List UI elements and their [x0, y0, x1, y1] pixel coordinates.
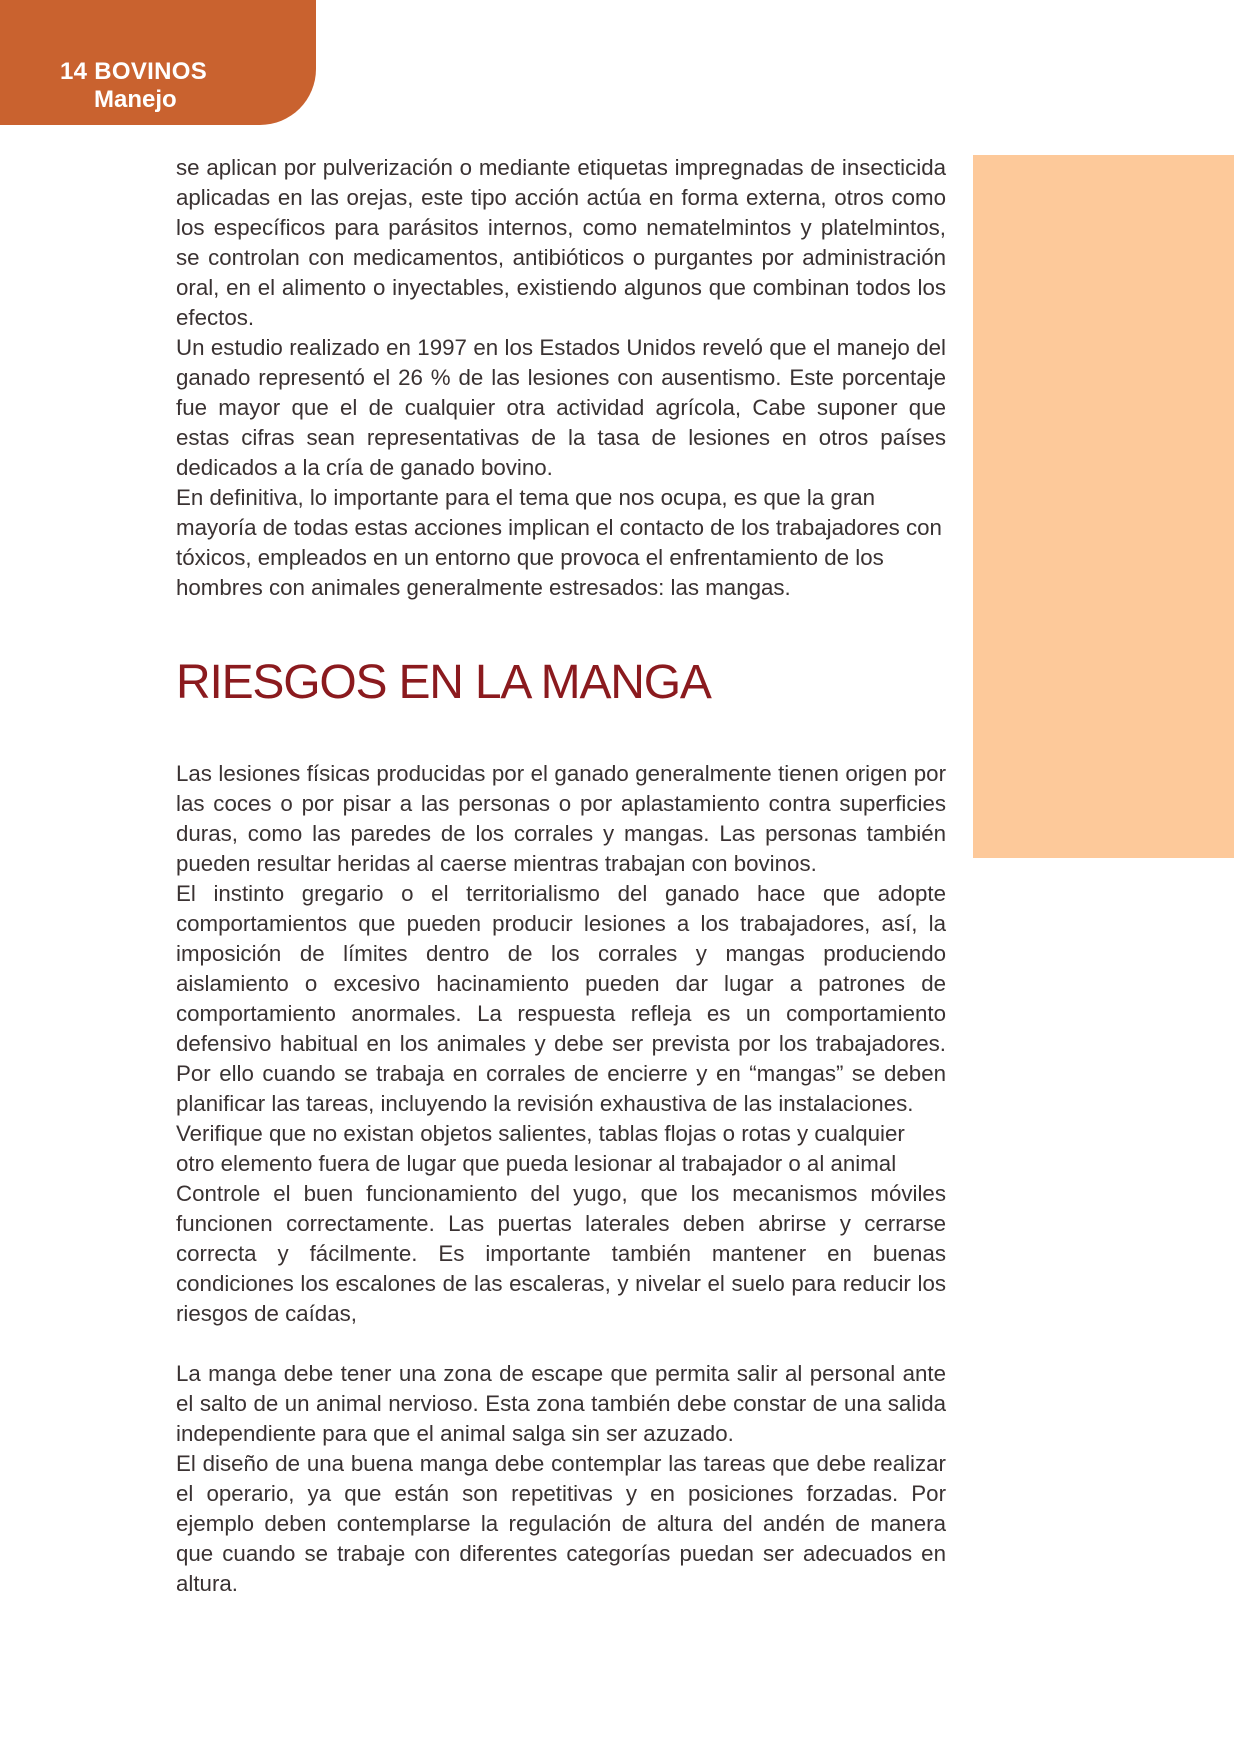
subsection-label: Manejo	[94, 86, 177, 113]
section-paragraph-3: Verifique que no existan objetos salientes, tablas flojas o rotas y cualquier otro elemento fuera de lugar que pueda lesionar al trabajador o al animal	[176, 1121, 905, 1176]
section-paragraph-5: La manga debe tener una zona de escape que permita salir al personal ante el salto de un animal nervioso. Esta zona también debe constar de una salida independiente para que el animal salga sin ser azuzado.	[176, 1361, 946, 1446]
decorative-side-panel	[973, 155, 1234, 858]
page-number-section: 14 BOVINOS	[60, 58, 208, 85]
section-paragraph-1: Las lesiones físicas producidas por el ganado generalmente tienen origen por las coces o por pisar a las personas o por aplastamiento contra superficies duras, como las paredes de los corrales y mangas. Las personas también pueden resultar heridas al caerse mientras trabajan con bovinos.	[176, 761, 946, 876]
section-paragraph-2: El instinto gregario o el territorialismo del ganado hace que adopte comportamientos que pueden producir lesiones a los trabajadores, así, la imposición de límites dentro de los corrales y mangas produciendo aislamiento o excesivo hacinamiento pueden dar lugar a patrones de comportamiento anormales. La respuesta refleja es un comportamiento defensivo habitual en los animales y debe ser prevista por los trabajadores. Por ello cuando se trabaja en corrales de encierre y en “mangas” se deben planificar las tareas, incluyendo la revisión exhaustiva de las instalaciones.	[176, 881, 946, 1116]
intro-paragraph-2: Un estudio realizado en 1997 en los Estados Unidos reveló que el manejo del ganado representó el 26 % de las lesiones con ausentismo. Este porcentaje fue mayor que el de cualquier otra actividad agrícola, Cabe suponer que estas cifras sean representativas de la tasa de lesiones en otros países dedicados a la cría de ganado bovino.	[176, 335, 946, 480]
page-content	[176, 153, 946, 1599]
section-title: RIESGOS EN LA MANGA	[176, 656, 711, 709]
section-paragraph-6: El diseño de una buena manga debe contemplar las tareas que debe realizar el operario, ya que están son repetitivas y en posiciones forzadas. Por ejemplo deben contemplarse la regulación de altura del andén de manera que cuando se trabaje con diferentes categorías puedan ser adecuados en altura.	[176, 1451, 946, 1596]
intro-paragraph-3: En definitiva, lo importante para el tema que nos ocupa, es que la gran mayoría de todas estas acciones implican el contacto de los trabajadores con tóxicos, empleados en un entorno que provoca el enfrentamiento de los hombres con animales generalmente estresados: las mangas.	[176, 485, 942, 600]
intro-paragraph-1: se aplican por pulverización o mediante etiquetas impregnadas de insecticida aplicadas en las orejas, este tipo acción actúa en forma externa, otros como los específicos para parásitos internos, como nematelmintos y platelmintos, se controlan con medicamentos, antibióticos o purgantes por administración oral, en el alimento o inyectables, existiendo algunos que combinan todos los efectos.	[176, 155, 946, 330]
section-paragraph-4: Controle el buen funcionamiento del yugo, que los mecanismos móviles funcionen correctamente. Las puertas laterales deben abrirse y cerrarse correcta y fácilmente. Es importante también mantener en buenas condiciones los escalones de las escaleras, y nivelar el suelo para reducir los riesgos de caídas,	[176, 1181, 946, 1326]
header-tab	[0, 0, 316, 125]
